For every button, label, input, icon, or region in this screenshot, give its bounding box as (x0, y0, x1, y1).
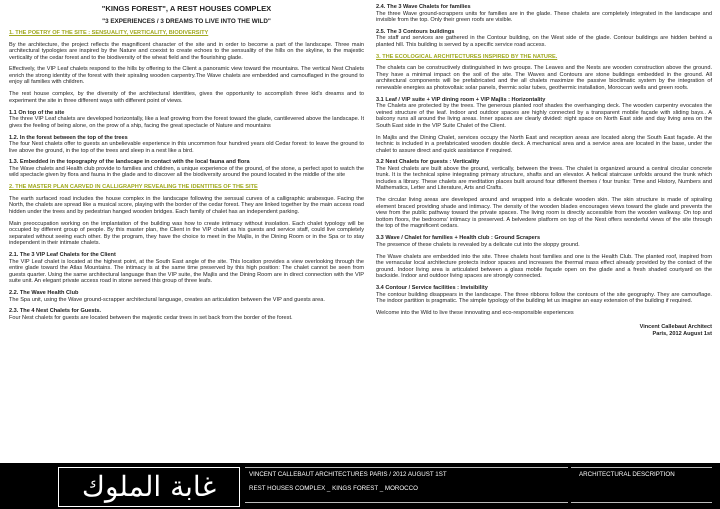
subsection-text: The presence of these chalets is revealed by a delicate cut into the sloppy ground. (376, 241, 580, 248)
subsection-3-2 (376, 159, 712, 229)
intro-paragraph: The rest house complex, by the diversity of the architectural identities, gives the opportunity to accomplish three kid's dreams and to experiment the site in three different ways with different point of views. (9, 91, 364, 104)
subsection-1-1 (9, 110, 364, 130)
footer-label: ARCHITECTURAL DESCRIPTION (579, 471, 675, 478)
subsection-text: The three VIP Leaf chalets are developed horizontally, like a leaf growing from the forest toward the glade, cantilevered above the landscape. It gives the feeling of being alone, on the prow of a ship, facing the great spectacle of Nature and mountains (9, 116, 364, 129)
subsection-3-3 (376, 235, 712, 279)
subsection-text: The contour building disappears in the landscape. The three ribbons follow the contours of the site geography. They are camouflage. The indoor partition is pragmatic. The simple typology of the building let us imagine an easy extension of the building if required. (376, 291, 712, 305)
subsection-heading: 2.3. The 4 Nest Chalets for Guests. (9, 308, 102, 315)
right-column (376, 4, 712, 337)
subsection-2-4 (376, 4, 712, 24)
subsection-2-5 (376, 29, 712, 49)
section-3-heading: 3. THE ECOLOGICAL ARCHITECTURES INSPIRED BY THE NATURE. (376, 53, 558, 60)
footer-bar (0, 463, 720, 509)
arabic-title-logo: غابة الملوك (58, 467, 240, 507)
intro-paragraph: By the architecture, the project reflects the magnificent character of the site and in order to become a part of the landscape. Three main architectural typologies are inspired by the Nature and coexist to create echoes to the sensuality of the hills on the skyline, to the majestic verticality of the cedar forest and to the biodiversity of the wheat field and the flourishing glade. (9, 41, 364, 61)
subsection-2-1 (9, 252, 364, 285)
subsection-text: The four Nest chalets offer to guests an unbelievable experience in this uncommon four hundred years old Cedar forest: to leave the ground to live above the ground, in the top of the trees and sleep in a nest like a bird. (9, 141, 364, 154)
subsection-3-1 (376, 97, 712, 154)
subsection-heading: 3.4 Contour / Service facilities : Invisibility (376, 285, 488, 292)
subsection-heading: 3.1 Leaf / VIP suite + VIP dining room + VIP Majlis : Horizontality (376, 96, 546, 103)
signature-date: Paris, 2012 August 1st (652, 330, 712, 337)
left-column (9, 4, 364, 327)
subsection-3-4 (376, 285, 712, 305)
subsection-heading: 2.2. The Wave Health Club (9, 290, 79, 297)
subsection-text: Four Nest chalets for guests are located between the majestic cedar trees in set back from the border of the forest. (9, 314, 293, 321)
section-2-paragraph: The earth surfaced road includes the house complex in the landscape following the sensual curves of a calligraphic arabesque. Facing the North, the chalets are spread like a musical score, playing with the border of the cedar forest. They are linked together by the main access road hidden under the trees and by pedestrian hanged wooden bridges. Each family of chalet has an independent parking. (9, 195, 364, 215)
subsection-heading: 3.2 Nest Chalets for guests : Verticality (376, 159, 480, 166)
subsection-2-2 (9, 290, 364, 303)
closing-line: Welcome into the Wild to live these innovating and eco-responsible experiences (376, 309, 574, 316)
subsection-2-3 (9, 308, 364, 321)
subsection-text: The circular living areas are developed around and wrapped into a delicate wooden skin. The skin structure is made of spiraling element braced providing shade and intimacy. The density of the wooden blades encourages views toward the glade and prevents the view from the public pathway toward the private spaces. The living room is directly accessible from the wooden walkway. On top and bottom floors, the bedrooms' intimacy is preserved. A belvedere platform on top of the Nest offers wonderful views of the site through the top of the magnificent cedars. (376, 197, 712, 230)
section-2-paragraph: Main preoccupation working on the implantation of the building was how to create intimacy without insolation. Each chalet typology will be occupied by different group of people. By this master plan, the Client in the VIP chalet as his guests and service staff, could live completely separated without seeing each other. By the program, they have the choice to meet in the Majlis, in the Dining Room or in the Spa or to stay independent in their intimate chalets. (9, 220, 364, 247)
subsection-text: The staff and services are gathered in the Contour building, on the West side of the glade. Contour buildings are hidden behind a planted hill. This building is served by a specific service road access. (376, 35, 712, 48)
footer-project-line: REST HOUSES COMPLEX _ KINGS FOREST _ MOROCCO (249, 485, 418, 492)
subsection-text: The Chalets are protected by the trees. The generous planted roof shades the overhanging deck. The wooden carpentry evocates the veined structure of the leaf. Indoor and outdoor spaces are highly connected by a transparent mobile façade with sliding bays.. A balcony runs all around the living areas. Inner spaces are clearly divided: night space on North East side and day living area on the South East side in the VIP Suite Chalet of the Client. (376, 103, 712, 129)
signature-name: Vincent Callebaut Architect (639, 324, 712, 331)
intro-paragraph: Effectively, the VIP Leaf chalets respond to the hills by offering to the Client a panoramic view toward the mountains. The vertical Nest Chalets enrich the strong identity of the forest with their spiraling wooden carpentry.The Wave chalets are embedded and camouflaged in the ground to enjoy all families with children. (9, 66, 364, 86)
subsection-text: The Wave chalets are embedded into the site. Three chalets host families and one is the Health Club. The planted roof, inspired from the vernacular local architecture protects indoor spaces and increases the thermal mass effect already provided by the contact of the ground. Indoor living area is articulated between a glass mobile façade open on the glade and a fresh shaded courtyard on the backside. Indoor and outdoor living spaces are strongly connected. (376, 253, 712, 280)
subsection-text: The Wave chalets and Health club provide to families and children, a unique experience of the ground, of the stone, a perfect spot to watch the wild spectacle given by flora and fauna in the glade and to discover all the biodiversity around the pound located in the middle of the site (9, 165, 364, 179)
section-1-heading: 1. THE POETRY OF THE SITE : SENSUALITY, VERTICALITY, BIODIVERSITY (9, 30, 209, 36)
subsection-heading: 1.1 On top of the site (9, 109, 65, 116)
subsection-text: The Spa unit, using the Wave ground-scrapper architectural language, creates an articulation between the VIP and guests area. (9, 296, 325, 303)
signature (376, 324, 712, 337)
footer-info (245, 467, 568, 503)
subsection-heading: 1.3. Embedded in the topography of the landscape in contact with the local fauna and flora (9, 159, 250, 166)
section-3-intro: The chalets can be constructively distinguished in two groups. The Leaves and the Nests are wooden construction above the ground. They have a minimal impact on the soil of the site. The Waves and Contours are stone buildings embedded in the ground. All architectural components will be prefabricated and the all chalets maximize the passive bioclimatic system by the integration of renewable energies as photovoltaic solar panels, thermic solar tubes, geothermic installation, Moroccan wells and green roofs. (376, 65, 712, 91)
subsection-heading: 2.1. The 3 VIP Leaf Chalets for the Client (9, 252, 116, 259)
subsection-1-3 (9, 159, 364, 179)
subsection-text: The VIP Leaf chalet is located at the highest point, at the South East angle of the site. This location provides a view overlooking through the entire glade toward the Atlas Mountains. The intimacy is at the same time preserved by this high position: The chalet cannot be seen from guests quarter. Using the same architectural language than the VIP suite, the Majlis and the Dining Room are in direct connection with the VIP suite unit. An elegant private access road in stone served this group of three leafs. (9, 258, 364, 285)
subsection-heading: 2.5. The 3 Contours buildings (376, 28, 455, 35)
subsection-text: The Nest chalets are built above the ground, vertically, between the trees. The chalet is organized around a central circular concrete trunk. It is the technical spine integrating primary structure, shafts and an elevator. A helical staircase unfolds around the trunk which includes a library. These chalets are meditation places built around four different themes / four trunks: Time and History, Numbers and Mathematics, Letter and Literature, Arts and Crafts. (376, 165, 712, 192)
subsection-text: The three Wave ground-scrappers units for families are in the glade. These chalets are completely integrated in the landscape and invisible from the top. Only their green roofs are visible. (376, 10, 712, 23)
subsection-1-2 (9, 135, 364, 155)
section-2-heading: 2. THE MASTER PLAN CARVED IN CALLIGRAPHY REVEALING THE IDENTITIES OF THE SITE (9, 184, 258, 191)
document-title: "KINGS FOREST", A REST HOUSES COMPLEX (101, 4, 272, 13)
subsection-heading: 1.2. In the forest between the top of the trees (9, 134, 128, 141)
document-subtitle: "3 EXPERIENCES / 3 DREAMS TO LIVE INTO THE WILD" (102, 18, 271, 25)
subsection-text: In Majlis and the Dining Chalet, services occupy the North East and reception areas are located along the South East façade. At the technic is included in a prefabricated wooden double deck. A mechanical area and a service area are located in the base, under the chalet to assure direct and quick assistance if required. (376, 134, 712, 154)
footer-studio-line: VINCENT CALLEBAUT ARCHITECTURES PARIS / 2012 AUGUST 1ST (249, 471, 447, 478)
subsection-heading: 3.3 Wave / Chalet for families + Health club : Ground Scrapers (376, 235, 541, 242)
footer-label-box (571, 467, 712, 503)
subsection-heading: 2.4. The 3 Wave Chalets for families (376, 4, 471, 10)
